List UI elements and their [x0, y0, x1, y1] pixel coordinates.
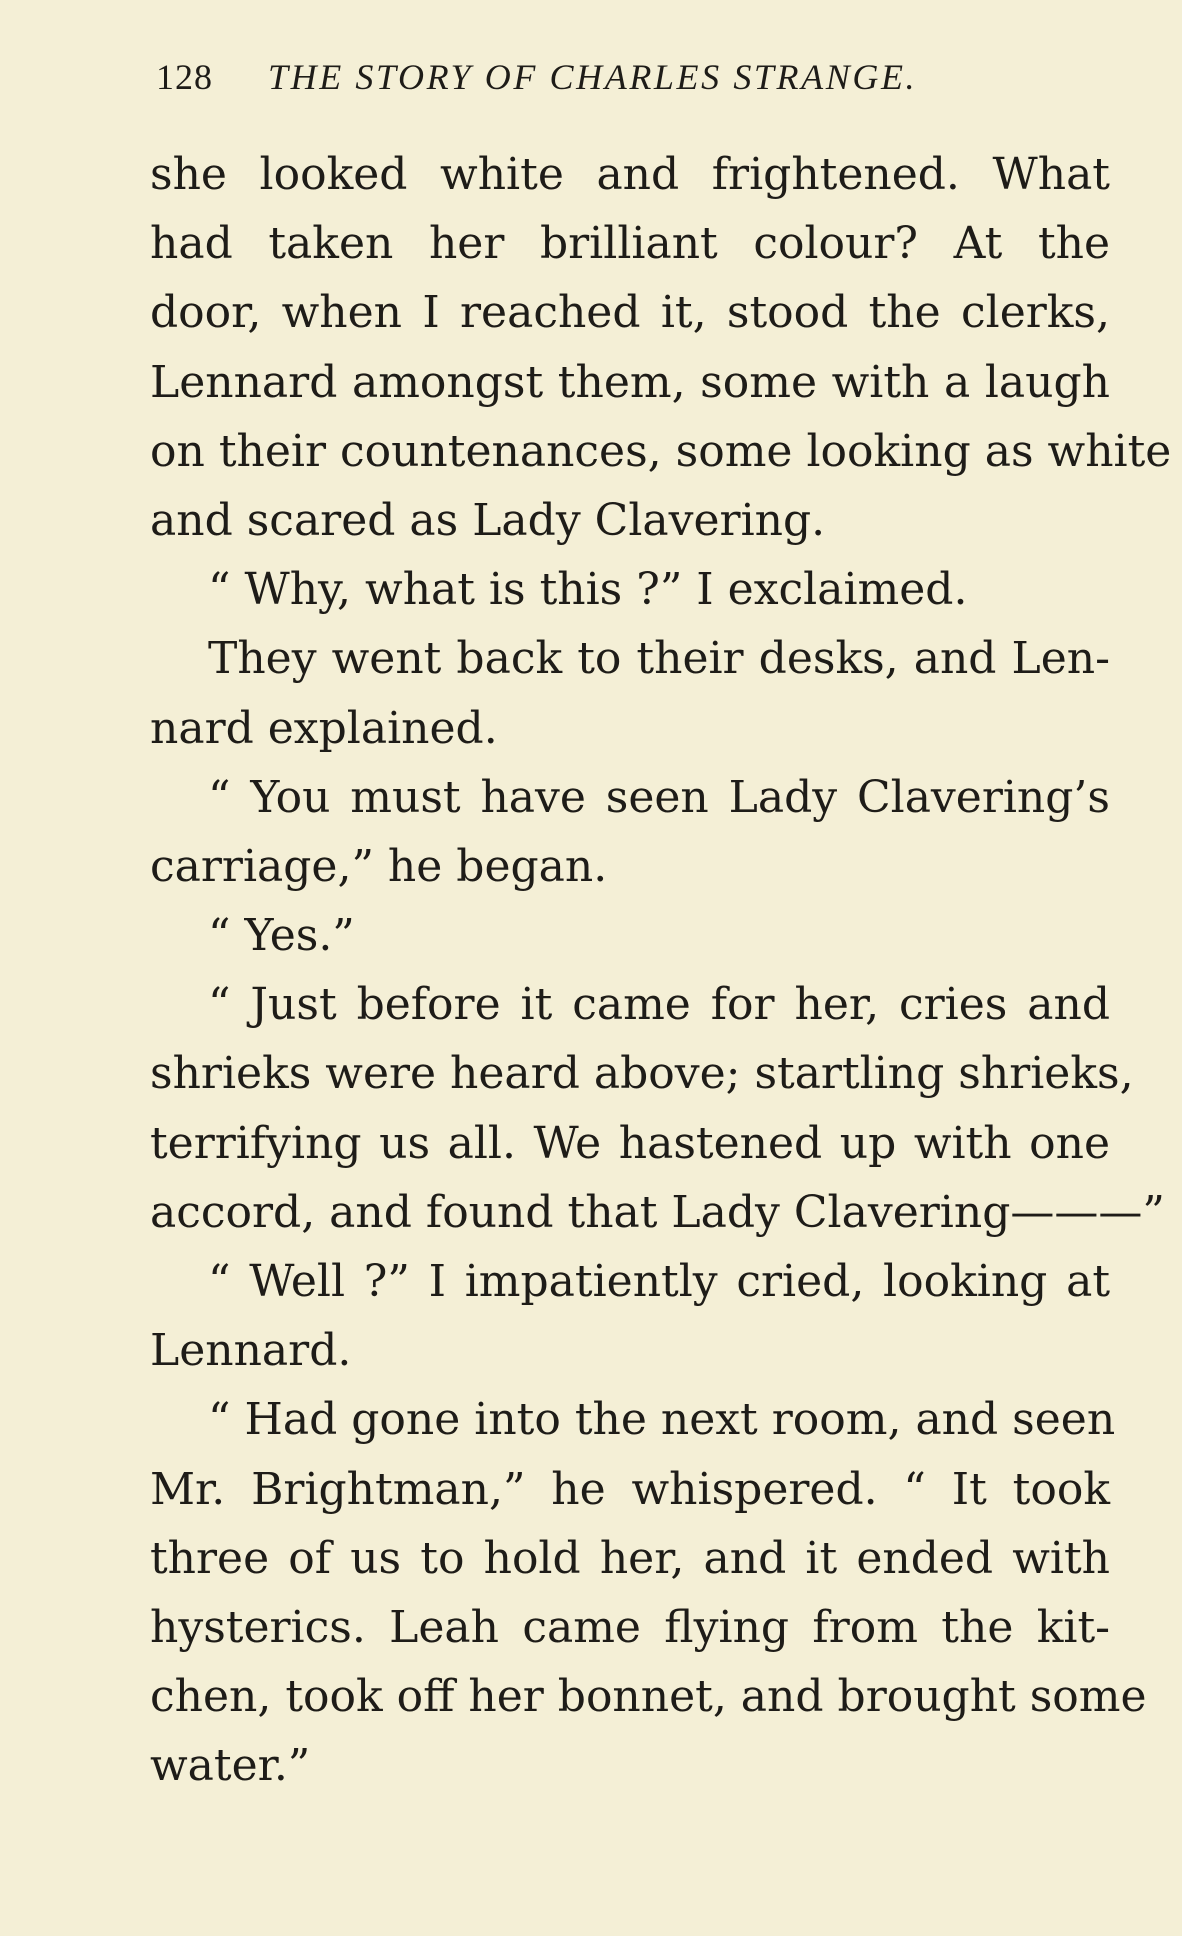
text-line: They went back to their desks, and Len-	[208, 633, 1110, 685]
running-title: THE STORY OF CHARLES STRANGE.	[268, 57, 918, 97]
text-line: water.”	[150, 1740, 311, 1792]
text-line: “ You must have seen Lady Clavering’s	[208, 771, 1110, 823]
text-line: door, when I reached it, stood the clerks,	[150, 287, 1110, 339]
text-line: three of us to hold her, and it ended with	[150, 1532, 1110, 1584]
text-line: Lennard amongst them, some with a laugh	[150, 356, 1110, 408]
text-line: “ Had gone into the next room, and seen	[208, 1394, 1116, 1446]
text-line: chen, took off her bonnet, and brought some	[150, 1671, 1147, 1723]
text-line: “ Yes.”	[208, 910, 355, 962]
text-line: and scared as Lady Clavering.	[150, 494, 826, 546]
body-text	[150, 140, 1172, 1801]
page-number: 128	[156, 57, 213, 97]
text-line: Lennard.	[150, 1325, 352, 1377]
text-line: “ Why, what is this ?” I exclaimed.	[208, 564, 968, 616]
text-line: Mr. Brightman,” he whispered. “ It took	[150, 1463, 1110, 1515]
text-line: shrieks were heard above; startling shrieks,	[150, 1048, 1134, 1100]
text-line: “ Just before it came for her, cries and	[208, 979, 1110, 1031]
text-line: on their countenances, some looking as white	[150, 425, 1172, 477]
text-line: hysterics. Leah came flying from the kit-	[150, 1601, 1110, 1653]
text-line: carriage,” he began.	[150, 840, 608, 892]
text-line: she looked white and frightened. What	[150, 149, 1110, 200]
page-header	[150, 56, 1010, 106]
text-line: “ Well ?” I impatiently cried, looking at	[208, 1256, 1110, 1307]
text-line: had taken her brilliant colour? At the	[150, 218, 1110, 270]
text-line: nard explained.	[150, 702, 498, 754]
text-line: terrifying us all. We hastened up with one	[150, 1117, 1110, 1169]
text-line: accord, and found that Lady Clavering———”	[150, 1186, 1165, 1238]
